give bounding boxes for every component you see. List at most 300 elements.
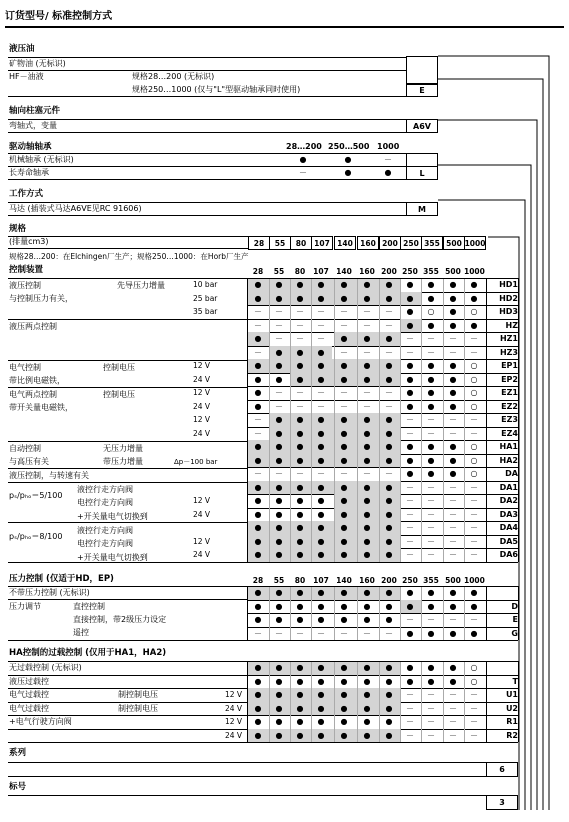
ctrl-cell-11-2: ● <box>296 428 304 438</box>
ctrl-cell-14-8: ● <box>427 469 435 478</box>
ctrl-vl-1 <box>269 278 270 562</box>
pc-cell-3-3: － <box>317 628 325 638</box>
ctrl-cell-12-6: ● <box>385 442 393 451</box>
pressure-control-heading: 压力控制 (仅适于HD，EP) <box>9 574 114 584</box>
ha-cell-5-8: － <box>427 730 435 740</box>
pc-vl-7 <box>400 586 401 640</box>
ctrl-cell-5-2: ● <box>296 347 304 357</box>
pc-size-355: 355 <box>423 576 439 585</box>
ctrl-cell-6-1: ● <box>275 361 283 370</box>
ha-vl-8 <box>421 661 422 742</box>
pc-cell-2-4: ● <box>340 615 348 624</box>
pc-vl-6 <box>379 586 380 640</box>
ctrl-code-10: EZ3 <box>501 415 518 424</box>
ha-codeline-1 <box>486 688 518 689</box>
ctrl-unit-16: 12 V <box>193 496 211 505</box>
ctrl-cell-0-4: ● <box>340 280 348 289</box>
ctrl-code-18: DA4 <box>499 523 518 532</box>
bearing-col-3: 1000 <box>377 142 400 151</box>
rule <box>8 119 408 120</box>
hd-label-c: 先导压力增量 <box>117 281 165 290</box>
pc-codeline-2 <box>486 627 518 628</box>
ctrl-cell-18-0: ● <box>254 523 262 532</box>
size-heading: 规格 <box>9 224 27 234</box>
mechanical-bearing-label: 机械轴承 (无标识) <box>9 155 74 164</box>
ctrl-cell-9-9: ● <box>449 401 457 411</box>
ctrl-cell-0-8: ● <box>427 280 435 289</box>
ctrl-cell-14-2: － <box>296 469 304 478</box>
ctrl-cell-11-8: － <box>427 428 435 438</box>
ctrl-cell-0-3: ● <box>317 280 325 289</box>
pc-size-28: 28 <box>252 576 264 585</box>
ctrl-cell-4-8: － <box>427 334 435 343</box>
ha-cell-1-3: ● <box>317 676 325 686</box>
ctrl-cell-10-4: ● <box>340 415 348 424</box>
pc-rowline-1 <box>247 613 486 614</box>
page-title: 订货型号/ 标准控制方式 <box>5 11 113 22</box>
bearing-mech-v2: ● <box>344 155 352 164</box>
pc-size-160: 160 <box>359 576 375 585</box>
ctrl-cell-15-9: － <box>449 482 457 492</box>
ctrl-cell-11-9: － <box>449 428 457 438</box>
ctrl-group-rule-4 <box>8 441 247 442</box>
ctrl-cell-8-8: ● <box>427 388 435 397</box>
ctrl-cell-5-10: － <box>470 347 478 357</box>
ha-rule-3 <box>8 702 247 703</box>
ha-cell-4-5: ● <box>363 717 371 726</box>
pc-size-140: 140 <box>336 576 352 585</box>
ctrl-unit-7: 24 V <box>193 374 211 384</box>
ha-cell-5-1: ● <box>275 730 283 740</box>
ctrl-cell-4-1: － <box>275 334 283 343</box>
ctrl-cell-9-5: － <box>363 401 371 411</box>
ctrl-cell-7-8: ● <box>427 374 435 384</box>
ctrl-cell-4-2: － <box>296 334 304 343</box>
ctrl-codeline-0 <box>486 292 518 293</box>
ha-cell-3-1: ● <box>275 703 283 713</box>
ctrl-cell-6-5: ● <box>363 361 371 370</box>
ctrl-cell-19-0: ● <box>254 536 262 546</box>
ha-unit-5: 24 V <box>225 730 243 740</box>
ha-vl-6 <box>379 661 380 742</box>
ctrl-cell-1-5: ● <box>363 293 371 303</box>
ha-cell-0-1: ● <box>275 663 283 672</box>
ctrl-cell-5-9: － <box>449 347 457 357</box>
pc-cell-2-3: ● <box>317 615 325 624</box>
ctrl-cell-15-6: ● <box>385 482 393 492</box>
ha-cell-5-7: － <box>406 730 414 740</box>
motor-label: 马达 (插装式马达A6VE见RC 91606) <box>9 204 142 213</box>
ctrl-cell-19-1: ● <box>275 536 283 546</box>
ha-cell-3-3: ● <box>317 703 325 713</box>
ctrl-code-0: HD1 <box>499 280 518 289</box>
bearing-col-1: 28…200 <box>286 142 322 151</box>
pc-cell-1-10: ● <box>470 601 478 611</box>
ha-vl-left <box>247 661 248 742</box>
pc-top <box>247 586 518 587</box>
pc-vl-2 <box>290 586 291 640</box>
ctrl-code-17: DA3 <box>499 509 518 519</box>
ctrl-cell-10-5: ● <box>363 415 371 424</box>
ha-cell-0-6: ● <box>385 663 393 672</box>
ctrl-cell-19-8: － <box>427 536 435 546</box>
pc-cell-2-0: ● <box>254 615 262 624</box>
ctrl-cell-1-3: ● <box>317 293 325 303</box>
da3-label: +开关量电气切换到 <box>77 512 148 521</box>
size-box-500: 500 <box>443 236 465 250</box>
rule <box>8 96 408 97</box>
ctrl-cell-14-4: － <box>340 469 348 478</box>
pc-cell-2-7: － <box>406 615 414 624</box>
ctrl-size-250: 250 <box>402 267 418 276</box>
ctrl-cell-7-10: ○ <box>470 374 478 384</box>
pc-vl-5 <box>357 586 358 640</box>
ctrl-unit-10: 12 V <box>193 415 211 424</box>
rule <box>8 248 248 249</box>
operation-code-m: M <box>406 202 438 216</box>
ctrl-unit-19: 12 V <box>193 536 211 546</box>
ctrl-cell-3-3: － <box>317 320 325 330</box>
ctrl-cell-8-3: － <box>317 388 325 397</box>
pc-group-rule-1 <box>8 599 247 600</box>
ctrl-cell-12-7: ● <box>406 442 414 451</box>
ctrl-unit-9: 24 V <box>193 401 211 411</box>
ha-rule-2 <box>8 688 247 689</box>
ctrl-size-200: 200 <box>381 267 397 276</box>
size-box-355: 355 <box>421 236 443 250</box>
pc-cell-1-6: ● <box>385 601 393 611</box>
ctrl-size-140: 140 <box>336 267 352 276</box>
ctrl-size-160: 160 <box>359 267 375 276</box>
ctrl-cell-18-1: ● <box>275 523 283 532</box>
ha-label2-2: 制控制电压 <box>118 690 158 699</box>
ctrl-cell-5-5: － <box>363 347 371 357</box>
ctrl-cell-6-6: ● <box>385 361 393 370</box>
ha-cell-3-8: － <box>427 703 435 713</box>
bearing-long-v1: － <box>299 168 307 177</box>
ha-cell-3-10: － <box>470 703 478 713</box>
ctrl-cell-15-3: ● <box>317 482 325 492</box>
ha-label-d: 带压力增量 <box>103 457 143 466</box>
ctrl-cell-10-6: ● <box>385 415 393 424</box>
ctrl-cell-10-3: ● <box>317 415 325 424</box>
ctrl-cell-13-7: ● <box>406 455 414 465</box>
ha-vl-1 <box>269 661 270 742</box>
ctrl-cell-17-2: ● <box>296 509 304 519</box>
ctrl-unit-20: 24 V <box>193 550 211 559</box>
ctrl-group-rule-3 <box>8 387 247 388</box>
ha-cell-1-1: ● <box>275 676 283 686</box>
da-ratio-1: pₛ/pₕₒ＝5/100 <box>9 491 63 500</box>
drive-bearing-heading: 驱动轴轴承 <box>9 142 52 152</box>
ctrl-cell-4-5: ● <box>363 334 371 343</box>
ctrl-cell-16-8: － <box>427 496 435 505</box>
rule <box>8 202 408 203</box>
pc-cell-1-1: ● <box>275 601 283 611</box>
ctrl-cell-5-8: － <box>427 347 435 357</box>
ha-cell-3-5: ● <box>363 703 371 713</box>
ha-cell-0-0: ● <box>254 663 262 672</box>
index-heading: 标号 <box>9 782 27 792</box>
hf-fluid-label: HF－油液 <box>9 72 44 81</box>
ctrl-vl-5 <box>357 278 358 562</box>
ctrl-cell-20-9: － <box>449 550 457 559</box>
ctrl-cell-0-10: ● <box>470 280 478 289</box>
size-production-note: 规格28…200：在Elchingen厂生产；规格250…1000：在Horb厂生产 <box>9 252 249 261</box>
ctrl-vl-right <box>486 278 487 562</box>
ctrl-cell-19-6: ● <box>385 536 393 546</box>
ha-cell-2-2: ● <box>296 690 304 699</box>
operation-heading: 工作方式 <box>9 189 44 199</box>
ctrl-cell-15-7: － <box>406 482 414 492</box>
ctrl-cell-10-10: － <box>470 415 478 424</box>
ctrl-cell-18-2: ● <box>296 523 304 532</box>
ctrl-cell-18-6: ● <box>385 523 393 532</box>
ctrl-size-55: 55 <box>273 267 285 276</box>
rule <box>8 762 486 763</box>
ctrl-cell-9-10: ○ <box>470 401 478 411</box>
ctrl-cell-18-3: ● <box>317 523 325 532</box>
ctrl-size-1000: 1000 <box>464 267 485 276</box>
ha-rule-0 <box>8 661 247 662</box>
pc-cell-0-0: ● <box>254 588 262 597</box>
ctrl-cell-9-2: － <box>296 401 304 411</box>
ha-override-heading: HA控制的过载控制 (仅用于HA1，HA2) <box>9 648 167 658</box>
ha-cell-2-3: ● <box>317 690 325 699</box>
pc-cell-1-9: ● <box>449 601 457 611</box>
ctrl-codeline-3 <box>486 332 518 333</box>
pc-cell-0-5: ● <box>363 588 371 597</box>
bearing-long-v2: ● <box>344 168 352 177</box>
ctrl-size-28: 28 <box>252 267 264 276</box>
ctrl-unit-2: 35 bar <box>193 307 218 316</box>
fluid-code-box <box>406 56 438 84</box>
ctrl-codeline-2 <box>486 319 518 320</box>
ctrl-cell-17-0: ● <box>254 509 262 519</box>
ha-codeline-5 <box>486 742 518 743</box>
ctrl-cell-12-8: ● <box>427 442 435 451</box>
rule <box>8 153 408 154</box>
ctrl-unit-8: 12 V <box>193 388 211 397</box>
ctrl-cell-11-0: － <box>254 428 262 438</box>
pc-size-55: 55 <box>273 576 285 585</box>
ctrl-cell-15-2: ● <box>296 482 304 492</box>
pc-vl-4 <box>334 586 335 640</box>
ctrl-cell-7-0: ● <box>254 374 262 384</box>
ctrl-code-1: HD2 <box>499 293 518 303</box>
ctrl-cell-11-3: ● <box>317 428 325 438</box>
ctrl-cell-8-10: ○ <box>470 388 478 397</box>
ha-cell-2-6: ● <box>385 690 393 699</box>
ctrl-cell-2-7: ● <box>406 307 414 316</box>
ha-code-1: T <box>512 676 518 686</box>
ctrl-cell-16-6: ● <box>385 496 393 505</box>
ctrl-cell-15-5: ● <box>363 482 371 492</box>
ctrl-cell-6-3: ● <box>317 361 325 370</box>
pc-cell-2-10: － <box>470 615 478 624</box>
ctrl-cell-13-10: ○ <box>470 455 478 465</box>
ctrl-unit-6: 12 V <box>193 361 211 370</box>
ctrl-rowline-8 <box>247 400 486 401</box>
ctrl-cell-2-8: ○ <box>427 307 435 316</box>
pc-size-250: 250 <box>402 576 418 585</box>
ctrl-cell-17-8: － <box>427 509 435 519</box>
ctrl-codeline-15 <box>486 494 518 495</box>
ha-cell-1-7: ● <box>406 676 414 686</box>
ctrl-code-2: HD3 <box>499 307 518 316</box>
ctrl-cell-12-1: ● <box>275 442 283 451</box>
ha-cell-5-9: － <box>449 730 457 740</box>
ctrl-cell-20-2: ● <box>296 550 304 559</box>
ha-cell-5-0: ● <box>254 730 262 740</box>
ha-cell-5-10: － <box>470 730 478 740</box>
ctrl-cell-13-3: ● <box>317 455 325 465</box>
ctrl-cell-4-4: ● <box>340 334 348 343</box>
pc-vl-8 <box>421 586 422 640</box>
ctrl-top <box>247 278 518 279</box>
ctrl-cell-16-3: ● <box>317 496 325 505</box>
pc-cell-2-2: ● <box>296 615 304 624</box>
pc-cell-1-3: ● <box>317 601 325 611</box>
pc-cell-3-4: － <box>340 628 348 638</box>
ctrl-cell-17-4: ● <box>340 509 348 519</box>
ha-codeline-0 <box>486 675 518 676</box>
pc-cell-2-1: ● <box>275 615 283 624</box>
displacement-label: (排量cm3) <box>9 237 49 246</box>
ha-vl-7 <box>400 661 401 742</box>
ez-label-a: 电气两点控制 <box>9 390 57 399</box>
ctrl-size-80: 80 <box>294 267 306 276</box>
ctrl-cell-8-6: － <box>385 388 393 397</box>
ctrl-cell-0-2: ● <box>296 280 304 289</box>
ha-cell-5-2: ● <box>296 730 304 740</box>
ctrl-cell-15-10: － <box>470 482 478 492</box>
ha-vl-4 <box>334 661 335 742</box>
ctrl-cell-1-4: ● <box>340 293 348 303</box>
ctrl-group-rule-2 <box>8 360 247 361</box>
pc-cell-1-0: ● <box>254 601 262 611</box>
ctrl-cell-11-6: ● <box>385 428 393 438</box>
ctrl-cell-0-1: ● <box>275 280 283 289</box>
ha-label1-2: 电气过载控 <box>9 690 49 699</box>
ha-cell-4-7: － <box>406 717 414 726</box>
ez-label-c: 控制电压 <box>103 390 135 399</box>
ctrl-cell-15-0: ● <box>254 482 262 492</box>
ctrl-cell-1-9: ● <box>449 293 457 303</box>
ha-unit-4: 12 V <box>225 717 243 726</box>
ctrl-cell-12-10: ○ <box>470 442 478 451</box>
ctrl-cell-2-0: － <box>254 307 262 316</box>
ha-cell-3-9: － <box>449 703 457 713</box>
ctrl-cell-6-7: ● <box>406 361 414 370</box>
pc-codeline-1 <box>486 613 518 614</box>
size-box-80: 80 <box>290 236 312 250</box>
ctrl-cell-16-5: ● <box>363 496 371 505</box>
rule <box>8 776 486 777</box>
size-box-55: 55 <box>269 236 291 250</box>
ctrl-codeline-1 <box>486 305 518 306</box>
index-code: 3 <box>486 795 518 810</box>
rule <box>8 57 438 58</box>
ha-cell-0-3: ● <box>317 663 325 672</box>
size-box-200: 200 <box>379 236 401 250</box>
ctrl-code-8: EZ1 <box>501 388 518 397</box>
ctrl-cell-3-0: － <box>254 320 262 330</box>
ctrl-codeline-12 <box>486 454 518 455</box>
ctrl-cell-16-2: ● <box>296 496 304 505</box>
pc-code-1: D <box>511 601 518 611</box>
ha-cell-4-6: ● <box>385 717 393 726</box>
ctrl-size-107: 107 <box>313 267 329 276</box>
ctrl-cell-14-7: ● <box>406 469 414 478</box>
ha-codeline-3 <box>486 715 518 716</box>
ctrl-cell-7-6: ● <box>385 374 393 384</box>
ctrl-codeline-9 <box>486 413 518 414</box>
ha-cell-5-5: ● <box>363 730 371 740</box>
ctrl-code-7: EP2 <box>501 374 518 384</box>
pc-group-rule-0 <box>8 586 247 587</box>
ctrl-cell-17-10: － <box>470 509 478 519</box>
ctrl-cell-0-5: ● <box>363 280 371 289</box>
ha-label2-3: 制控制电压 <box>118 703 158 713</box>
bearing-code-box <box>406 153 438 167</box>
ha-code-4: R1 <box>506 717 518 726</box>
ha-cell-2-9: － <box>449 690 457 699</box>
ctrl-cell-20-3: ● <box>317 550 325 559</box>
ez-label-b: 带开关量电磁铁， <box>9 403 73 412</box>
ctrl-vl-8 <box>421 278 422 562</box>
ep-label-a: 电气控制 <box>9 363 41 372</box>
ctrl-cell-19-9: － <box>449 536 457 546</box>
ha-cell-3-7: － <box>406 703 414 713</box>
hd-label-b: 与控制压力有关， <box>9 294 73 303</box>
ctrl-code-14: DA <box>505 469 518 478</box>
pc-cell-0-10: ● <box>470 588 478 597</box>
ctrl-vl-3 <box>311 278 312 562</box>
ctrl-cell-14-0: － <box>254 469 262 478</box>
ctrl-cell-11-5: ● <box>363 428 371 438</box>
ctrl-cell-6-2: ● <box>296 361 304 370</box>
ctrl-cell-6-0: ● <box>254 361 262 370</box>
ctrl-rowline-7 <box>247 386 486 387</box>
ctrl-size-500: 500 <box>445 267 461 276</box>
ha-cell-4-2: ● <box>296 717 304 726</box>
fluid-code-e: E <box>406 84 438 97</box>
bearing-code-l: L <box>406 166 438 180</box>
pc-cell-0-2: ● <box>296 588 304 597</box>
ctrl-rowline-20 <box>247 562 486 563</box>
ctrl-cell-5-4: － <box>340 347 348 357</box>
pc-cell-0-9: ● <box>449 588 457 597</box>
pc-cell-3-1: － <box>275 628 283 638</box>
ctrl-cell-15-8: － <box>427 482 435 492</box>
hd-label-a: 液压控制 <box>9 281 41 290</box>
ctrl-cell-17-7: － <box>406 509 414 519</box>
ctrl-cell-3-7: ● <box>406 320 414 330</box>
pc-cell-3-2: － <box>296 628 304 638</box>
ctrl-cell-3-5: － <box>363 320 371 330</box>
ctrl-cell-11-10: － <box>470 428 478 438</box>
size-box-160: 160 <box>357 236 379 250</box>
ctrl-vl-10 <box>464 278 465 562</box>
ctrl-cell-16-0: ● <box>254 496 262 505</box>
ctrl-cell-6-4: ● <box>340 361 348 370</box>
ctrl-cell-9-8: ● <box>427 401 435 411</box>
ctrl-cell-2-5: － <box>363 307 371 316</box>
ctrl-cell-20-4: ● <box>340 550 348 559</box>
ctrl-cell-3-4: － <box>340 320 348 330</box>
pc-cell-3-0: － <box>254 628 262 638</box>
